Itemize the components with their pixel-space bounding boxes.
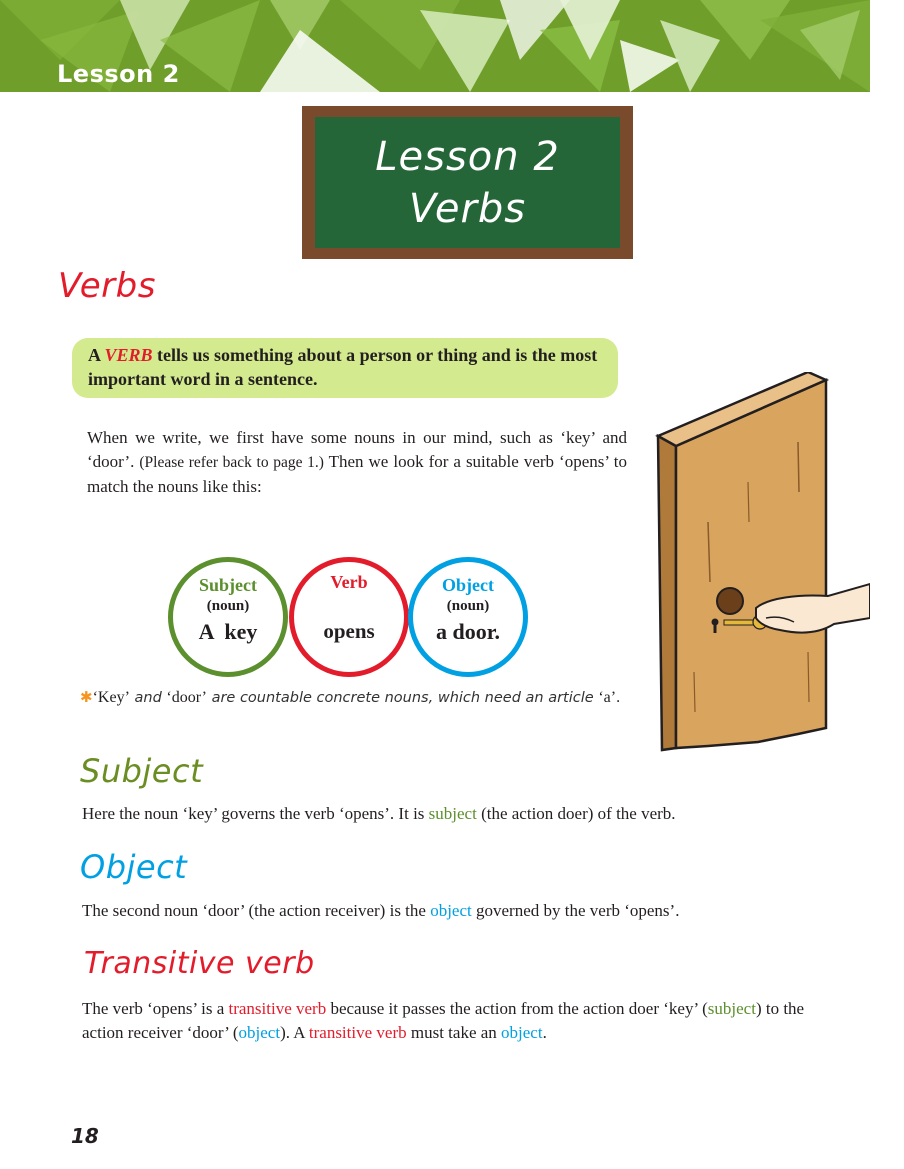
intro-part-3: Then we look for a suitable verb ‘opens’ to match the nouns like this:	[87, 452, 627, 496]
transitive-text-c: because it passes the action from the action doer ‘key’ (	[326, 999, 708, 1018]
transitive-text-f: object	[238, 1023, 281, 1042]
verb-circle	[289, 557, 409, 677]
transitive-text-j: object	[501, 1023, 543, 1042]
transitive-text-d: subject	[707, 999, 756, 1018]
heading-subject: Subject	[80, 752, 204, 790]
subject-circle-title: Subject	[199, 575, 257, 595]
transitive-paragraph	[82, 997, 822, 1045]
chalkboard-title	[302, 106, 633, 259]
verb-circle-main: opens	[323, 619, 375, 643]
verb-definition-callout	[72, 338, 618, 398]
note-word-door: ‘door’	[166, 689, 207, 706]
article-note	[80, 688, 620, 707]
note-and: and	[129, 690, 167, 706]
object-text-a: The second noun ‘door’ (the action receiver) is the	[82, 901, 431, 920]
door-with-key-graphic	[648, 372, 870, 762]
subject-circle	[168, 557, 288, 677]
object-circle-main: a door.	[436, 619, 500, 644]
note-word-a: ‘a’	[598, 689, 617, 706]
object-text-highlight: object	[430, 901, 472, 920]
transitive-text-a: The verb ‘opens’ is a	[82, 999, 229, 1018]
subject-paragraph	[82, 802, 822, 826]
intro-paragraph	[87, 426, 627, 499]
object-paragraph	[82, 899, 822, 923]
verb-circle-title: Verb	[330, 572, 368, 592]
top-banner	[0, 0, 870, 92]
note-word-key: ‘Key’	[92, 689, 130, 706]
intro-part-2: (Please refer back to page 1.)	[139, 454, 324, 471]
subject-circle-main: A key	[198, 619, 258, 644]
subject-circle-sub: (noun)	[206, 598, 250, 614]
callout-verb-word: VERB	[104, 345, 153, 365]
object-text-c: governed by the verb ‘opens’.	[471, 901, 680, 920]
callout-lead: A	[88, 345, 105, 365]
transitive-text-g: ). A	[280, 1023, 309, 1042]
transitive-text-i: must take an	[406, 1023, 502, 1042]
transitive-text-k: .	[542, 1023, 547, 1042]
heading-object: Object	[80, 848, 188, 886]
note-middle: are countable concrete nouns, which need an article	[206, 690, 599, 706]
object-circle	[408, 557, 528, 677]
board-line-1: Lesson 2	[375, 133, 560, 180]
object-circle-title: Object	[442, 575, 494, 595]
lesson-label: Lesson 2	[57, 60, 180, 88]
heading-verbs: Verbs	[58, 266, 156, 306]
subject-text-highlight: subject	[428, 804, 477, 823]
intro-part-1: When we write, we first have some nouns in our mind, such as ‘key’ and ‘door’.	[87, 428, 627, 471]
transitive-text-b: transitive verb	[228, 999, 327, 1018]
transitive-text-e: ) to the action receiver ‘door’ (	[82, 999, 805, 1042]
callout-rest: tells us something about a person or thing and is the most important word in a sentence.	[88, 345, 598, 389]
door-illustration	[648, 372, 870, 762]
object-circle-sub: (noun)	[446, 598, 490, 614]
asterisk-icon: ✱	[80, 688, 93, 706]
subject-text-c: (the action doer) of the verb.	[476, 804, 676, 823]
transitive-text-h: transitive verb	[308, 1023, 407, 1042]
chalkboard-surface	[315, 117, 620, 248]
heading-transitive-verb: Transitive verb	[84, 946, 315, 981]
board-line-2: Verbs	[408, 185, 527, 232]
subject-text-a: Here the noun ‘key’ governs the verb ‘opens’. It is	[82, 804, 429, 823]
note-end: .	[616, 689, 621, 706]
page-number: 18	[71, 1124, 99, 1148]
